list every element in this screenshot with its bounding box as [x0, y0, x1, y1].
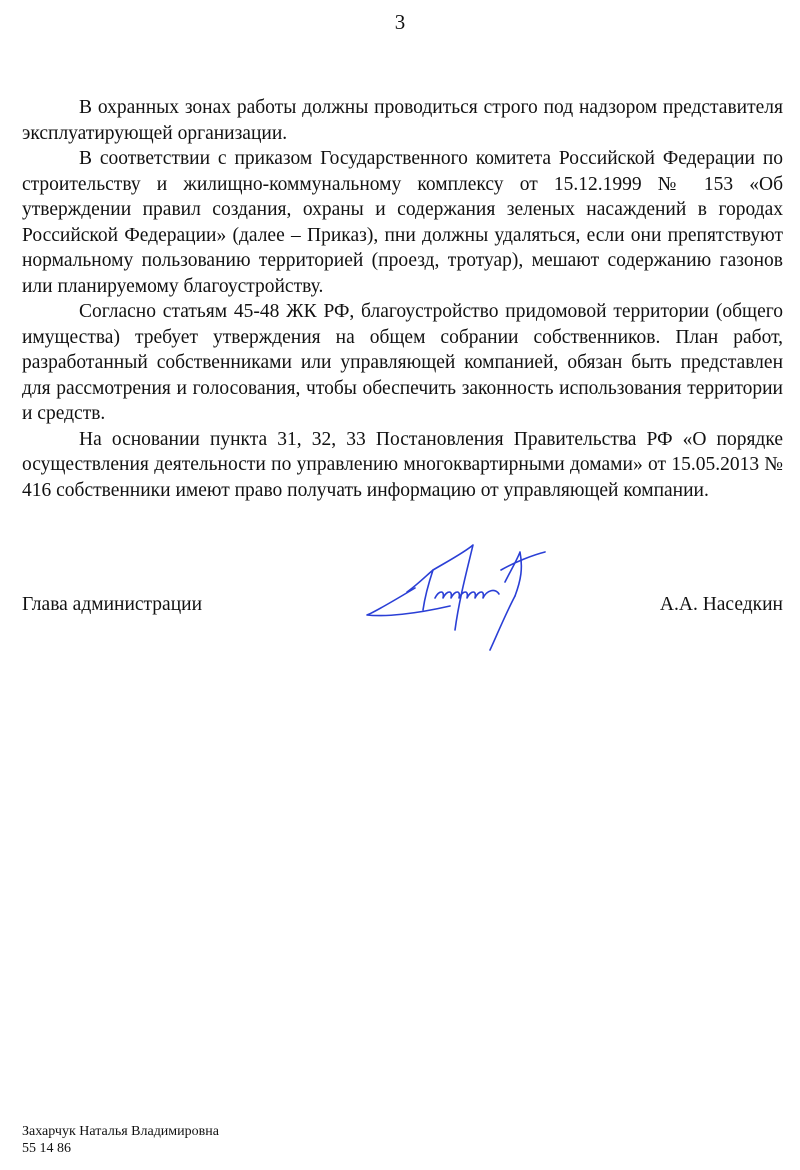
- page-number: 3: [394, 10, 406, 34]
- handwritten-signature: [355, 540, 555, 660]
- signatory-position: Глава администрации: [22, 594, 203, 615]
- signatory-name: А.А. Наседкин: [659, 594, 783, 615]
- executor-info: [22, 1123, 219, 1157]
- executor-name: Захарчук Наталья Владимировна: [22, 1124, 219, 1139]
- paragraph-protection-zones: В охранных зонах работы должны проводиться строго под надзором представителя эксплуатирующей организации.: [22, 97, 783, 144]
- paragraph-resolution-416: На основании пункта 31, 32, 33 Постановления Правительства РФ «О порядке осуществления деятельности по управлению многоквартирными домами» от 15.05.2013 № 416 собственники имеют право получать информацию от управляющей компании.: [22, 428, 783, 501]
- paragraph-housing-code: Согласно статьям 45-48 ЖК РФ, благоустройство придомовой территории (общего имущества) требует утверждения на общем собрании собственников. План работ, разработанный собственниками или управляющей компанией, обязан быть представлен для рассмотрения и голосования, чтобы обеспечить законность использования территории и средств.: [22, 301, 783, 424]
- executor-phone: 55 14 86: [22, 1141, 71, 1156]
- paragraph-order-153: В соответствии с приказом Государственного комитета Российской Федерации по строительству и жилищно-коммунальному комплексу от 15.12.1999 № 153 «Об утверждении правил создания, охраны и содержания зеленых насаждений в городах Российской Федерации» (далее – Приказ), пни должны удаляться, если они препятствуют нормальному пользованию территорией (проезд, тротуар), мешают содержанию газонов или планируемому благоустройству.: [22, 148, 783, 297]
- letter-body: [22, 95, 783, 503]
